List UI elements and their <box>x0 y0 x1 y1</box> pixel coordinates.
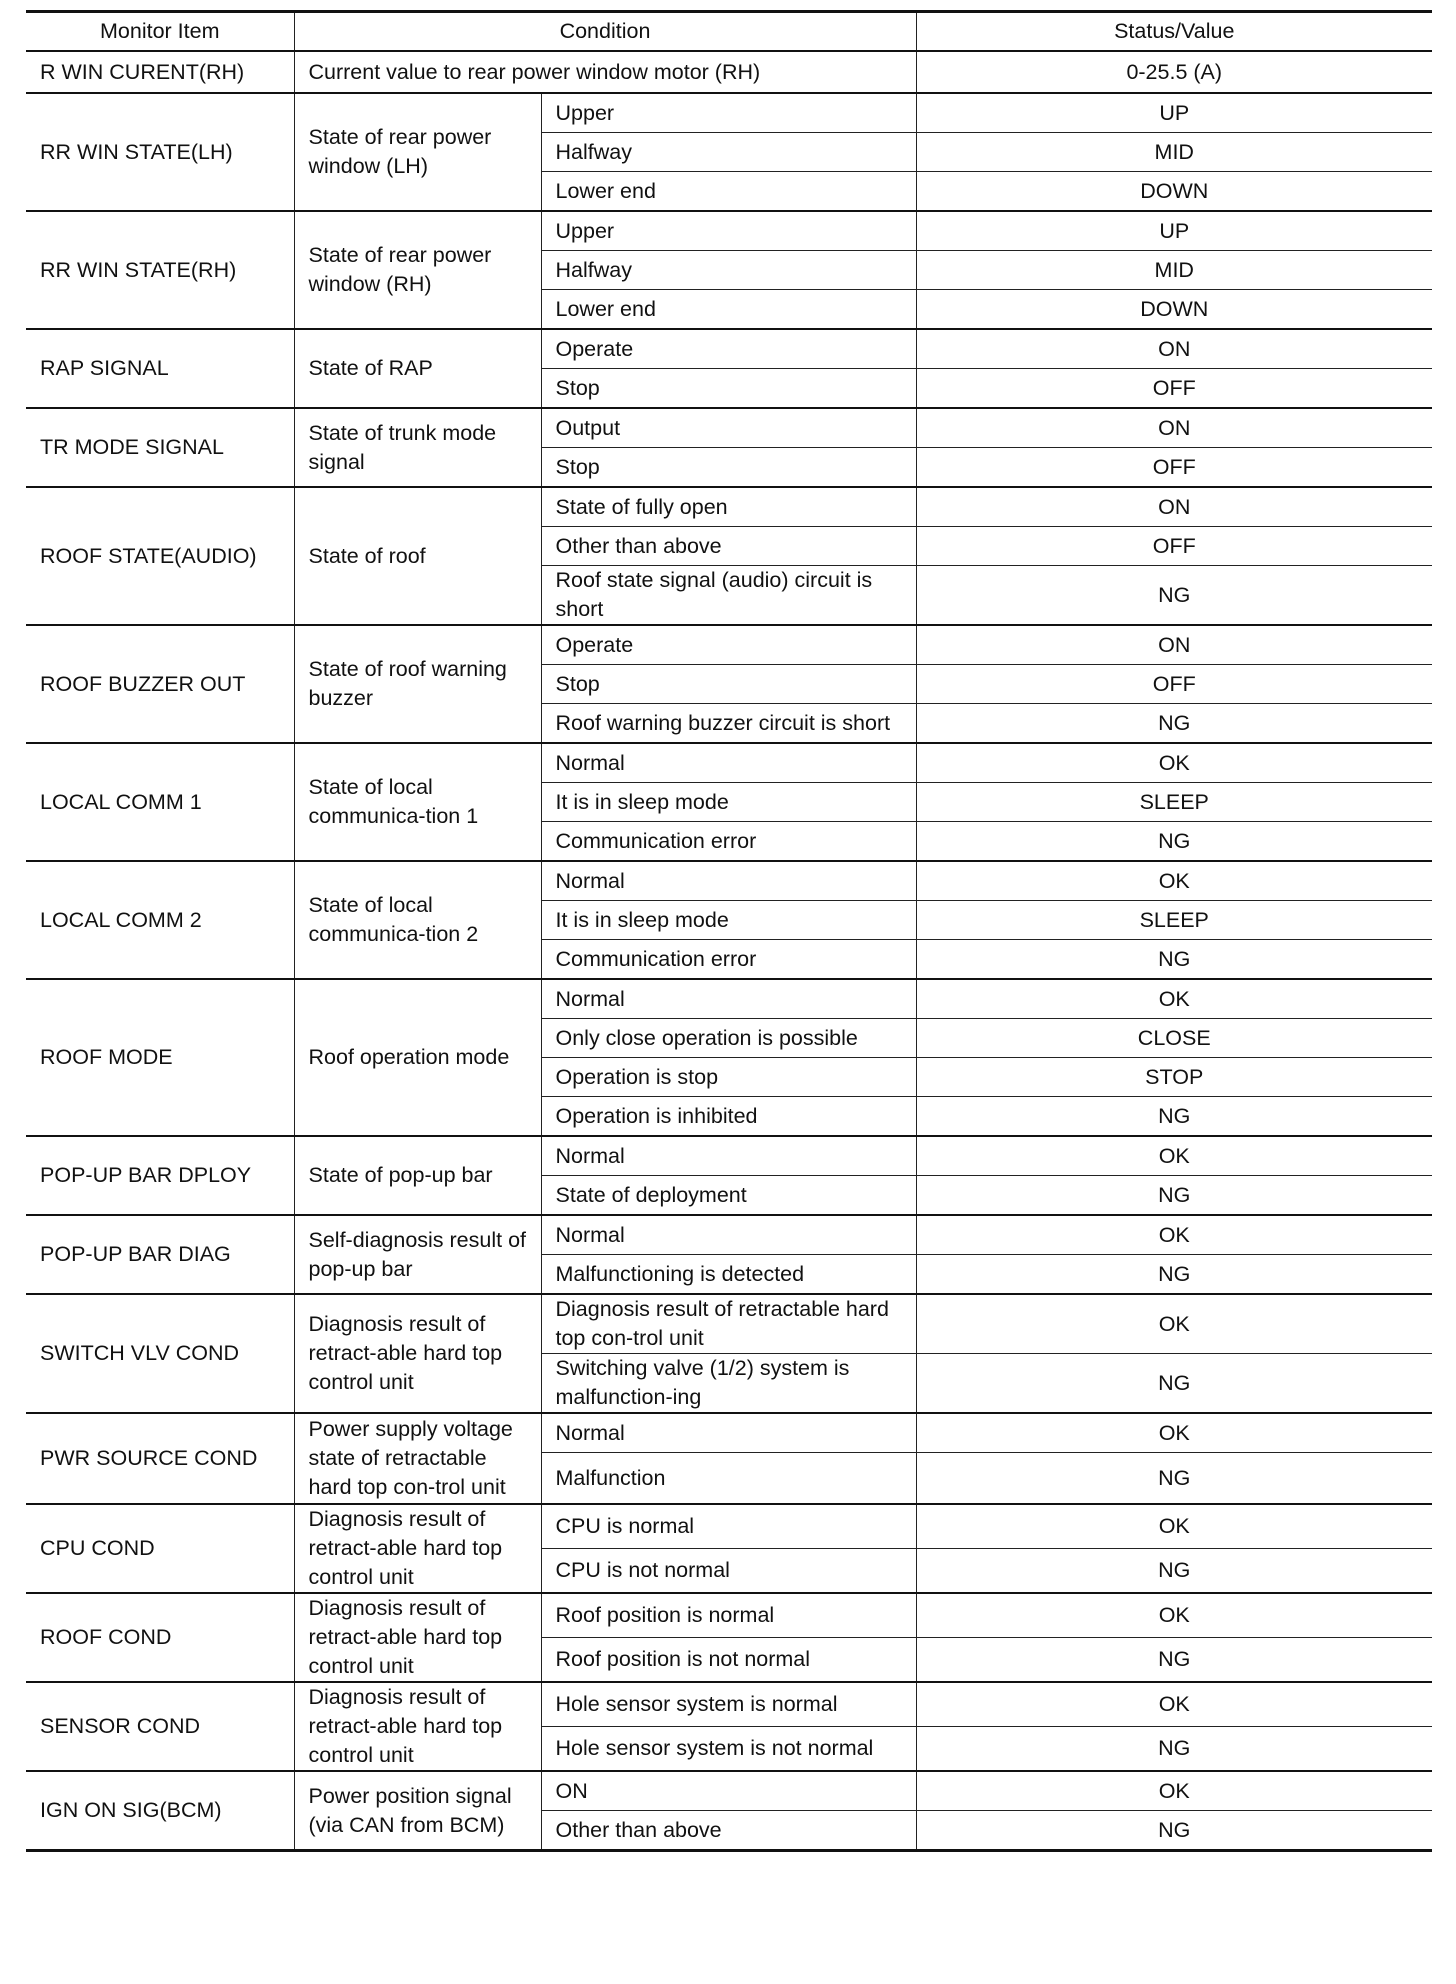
sub-condition-cell: Switching valve (1/2) system is malfunction-ing <box>541 1354 916 1414</box>
status-value-cell: MID <box>916 251 1432 290</box>
monitor-item-sheet <box>26 10 1432 1852</box>
status-value-cell: NG <box>916 1549 1432 1594</box>
header-monitor-item: Monitor Item <box>26 12 294 52</box>
monitor-item-cell: RR WIN STATE(LH) <box>26 93 294 211</box>
monitor-item-cell: RR WIN STATE(RH) <box>26 211 294 329</box>
condition-cell: Current value to rear power window motor (RH) <box>294 51 916 93</box>
status-value-cell: DOWN <box>916 290 1432 330</box>
status-value-cell: DOWN <box>916 172 1432 212</box>
status-value-cell: OK <box>916 1136 1432 1176</box>
condition-cell: State of local communica-tion 1 <box>294 743 541 861</box>
status-value-cell: NG <box>916 822 1432 862</box>
sub-condition-cell: ON <box>541 1771 916 1811</box>
table-row <box>26 1682 1432 1727</box>
status-value-cell: NG <box>916 1638 1432 1683</box>
table-row <box>26 1593 1432 1638</box>
condition-cell: State of pop-up bar <box>294 1136 541 1215</box>
sub-condition-cell: Lower end <box>541 172 916 212</box>
status-value-cell: OK <box>916 1593 1432 1638</box>
status-value-cell: ON <box>916 625 1432 665</box>
sub-condition-cell: Communication error <box>541 940 916 980</box>
sub-condition-cell: State of deployment <box>541 1176 916 1216</box>
sub-condition-cell: Halfway <box>541 133 916 172</box>
status-value-cell: OK <box>916 743 1432 783</box>
monitor-item-table <box>26 10 1432 1852</box>
sub-condition-cell: Stop <box>541 665 916 704</box>
sub-condition-cell: Upper <box>541 93 916 133</box>
status-value-cell: ON <box>916 487 1432 527</box>
sub-condition-cell: Output <box>541 408 916 448</box>
status-value-cell: NG <box>916 940 1432 980</box>
condition-cell: State of local communica-tion 2 <box>294 861 541 979</box>
sub-condition-cell: Only close operation is possible <box>541 1019 916 1058</box>
table-body <box>26 51 1432 1851</box>
sub-condition-cell: Diagnosis result of retractable hard top con-trol unit <box>541 1294 916 1354</box>
status-value-cell: OK <box>916 1413 1432 1453</box>
sub-condition-cell: Operation is stop <box>541 1058 916 1097</box>
status-value-cell: OFF <box>916 448 1432 488</box>
status-value-cell: OFF <box>916 527 1432 566</box>
status-value-cell: UP <box>916 93 1432 133</box>
sub-condition-cell: State of fully open <box>541 487 916 527</box>
status-value-cell: OK <box>916 1294 1432 1354</box>
monitor-item-cell: ROOF BUZZER OUT <box>26 625 294 743</box>
status-value-cell: NG <box>916 1255 1432 1295</box>
sub-condition-cell: Communication error <box>541 822 916 862</box>
status-value-cell: SLEEP <box>916 783 1432 822</box>
status-value-cell: NG <box>916 1176 1432 1216</box>
status-value-cell: NG <box>916 1811 1432 1851</box>
status-value-cell: OK <box>916 979 1432 1019</box>
status-value-cell: MID <box>916 133 1432 172</box>
condition-cell: Power supply voltage state of retractable hard top con-trol unit <box>294 1413 541 1504</box>
sub-condition-cell: Stop <box>541 369 916 409</box>
sub-condition-cell: Other than above <box>541 1811 916 1851</box>
table-row <box>26 1215 1432 1255</box>
status-value-cell: SLEEP <box>916 901 1432 940</box>
status-value-cell: STOP <box>916 1058 1432 1097</box>
condition-cell: State of roof <box>294 487 541 625</box>
monitor-item-cell: IGN ON SIG(BCM) <box>26 1771 294 1851</box>
table-row <box>26 487 1432 527</box>
sub-condition-cell: It is in sleep mode <box>541 901 916 940</box>
monitor-item-cell: TR MODE SIGNAL <box>26 408 294 487</box>
table-row <box>26 51 1432 93</box>
sub-condition-cell: Normal <box>541 743 916 783</box>
sub-condition-cell: Normal <box>541 861 916 901</box>
condition-cell: State of roof warning buzzer <box>294 625 541 743</box>
monitor-item-cell: ROOF COND <box>26 1593 294 1682</box>
status-value-cell: ON <box>916 408 1432 448</box>
condition-cell: Diagnosis result of retract-able hard top control unit <box>294 1294 541 1413</box>
condition-cell: State of rear power window (RH) <box>294 211 541 329</box>
header-row <box>26 12 1432 52</box>
sub-condition-cell: Operate <box>541 329 916 369</box>
table-row <box>26 329 1432 369</box>
status-value-cell: OFF <box>916 665 1432 704</box>
monitor-item-cell: LOCAL COMM 2 <box>26 861 294 979</box>
header-condition: Condition <box>294 12 916 52</box>
status-value-cell: OK <box>916 861 1432 901</box>
sub-condition-cell: Normal <box>541 979 916 1019</box>
status-value-cell: NG <box>916 1354 1432 1414</box>
sub-condition-cell: Roof warning buzzer circuit is short <box>541 704 916 744</box>
condition-cell: State of RAP <box>294 329 541 408</box>
header-status-value: Status/Value <box>916 12 1432 52</box>
sub-condition-cell: Normal <box>541 1413 916 1453</box>
monitor-item-cell: POP-UP BAR DIAG <box>26 1215 294 1294</box>
sub-condition-cell: Hole sensor system is not normal <box>541 1727 916 1772</box>
sub-condition-cell: Roof state signal (audio) circuit is short <box>541 566 916 626</box>
table-row <box>26 1413 1432 1453</box>
sub-condition-cell: Malfunction <box>541 1453 916 1505</box>
status-value-cell: 0-25.5 (A) <box>916 51 1432 93</box>
sub-condition-cell: CPU is not normal <box>541 1549 916 1594</box>
sub-condition-cell: Stop <box>541 448 916 488</box>
monitor-item-cell: CPU COND <box>26 1504 294 1593</box>
sub-condition-cell: Operate <box>541 625 916 665</box>
condition-cell: Diagnosis result of retract-able hard top control unit <box>294 1682 541 1771</box>
condition-cell: Diagnosis result of retract-able hard top control unit <box>294 1504 541 1593</box>
condition-cell: State of trunk mode signal <box>294 408 541 487</box>
status-value-cell: NG <box>916 1727 1432 1772</box>
sub-condition-cell: Normal <box>541 1215 916 1255</box>
condition-cell: Roof operation mode <box>294 979 541 1136</box>
table-row <box>26 625 1432 665</box>
table-row <box>26 93 1432 133</box>
sub-condition-cell: Other than above <box>541 527 916 566</box>
table-row <box>26 1294 1432 1354</box>
condition-cell: Power position signal (via CAN from BCM) <box>294 1771 541 1851</box>
monitor-item-cell: ROOF MODE <box>26 979 294 1136</box>
table-row <box>26 211 1432 251</box>
monitor-item-cell: PWR SOURCE COND <box>26 1413 294 1504</box>
sub-condition-cell: Upper <box>541 211 916 251</box>
condition-cell: Diagnosis result of retract-able hard top control unit <box>294 1593 541 1682</box>
status-value-cell: NG <box>916 566 1432 626</box>
sub-condition-cell: Hole sensor system is normal <box>541 1682 916 1727</box>
monitor-item-cell: RAP SIGNAL <box>26 329 294 408</box>
status-value-cell: NG <box>916 1097 1432 1137</box>
table-row <box>26 743 1432 783</box>
status-value-cell: CLOSE <box>916 1019 1432 1058</box>
status-value-cell: UP <box>916 211 1432 251</box>
status-value-cell: OK <box>916 1771 1432 1811</box>
table-row <box>26 1504 1432 1549</box>
status-value-cell: OFF <box>916 369 1432 409</box>
condition-cell: Self-diagnosis result of pop-up bar <box>294 1215 541 1294</box>
table-row <box>26 861 1432 901</box>
sub-condition-cell: Normal <box>541 1136 916 1176</box>
monitor-item-cell: SWITCH VLV COND <box>26 1294 294 1413</box>
table-row <box>26 408 1432 448</box>
monitor-item-cell: LOCAL COMM 1 <box>26 743 294 861</box>
sub-condition-cell: Roof position is normal <box>541 1593 916 1638</box>
sub-condition-cell: Halfway <box>541 251 916 290</box>
status-value-cell: OK <box>916 1682 1432 1727</box>
status-value-cell: NG <box>916 704 1432 744</box>
table-row <box>26 1136 1432 1176</box>
sub-condition-cell: Roof position is not normal <box>541 1638 916 1683</box>
status-value-cell: OK <box>916 1504 1432 1549</box>
condition-cell: State of rear power window (LH) <box>294 93 541 211</box>
status-value-cell: NG <box>916 1453 1432 1505</box>
status-value-cell: ON <box>916 329 1432 369</box>
monitor-item-cell: SENSOR COND <box>26 1682 294 1771</box>
sub-condition-cell: CPU is normal <box>541 1504 916 1549</box>
table-row <box>26 979 1432 1019</box>
monitor-item-cell: POP-UP BAR DPLOY <box>26 1136 294 1215</box>
sub-condition-cell: It is in sleep mode <box>541 783 916 822</box>
sub-condition-cell: Malfunctioning is detected <box>541 1255 916 1295</box>
monitor-item-cell: R WIN CURENT(RH) <box>26 51 294 93</box>
sub-condition-cell: Lower end <box>541 290 916 330</box>
sub-condition-cell: Operation is inhibited <box>541 1097 916 1137</box>
status-value-cell: OK <box>916 1215 1432 1255</box>
monitor-item-cell: ROOF STATE(AUDIO) <box>26 487 294 625</box>
table-row <box>26 1771 1432 1811</box>
